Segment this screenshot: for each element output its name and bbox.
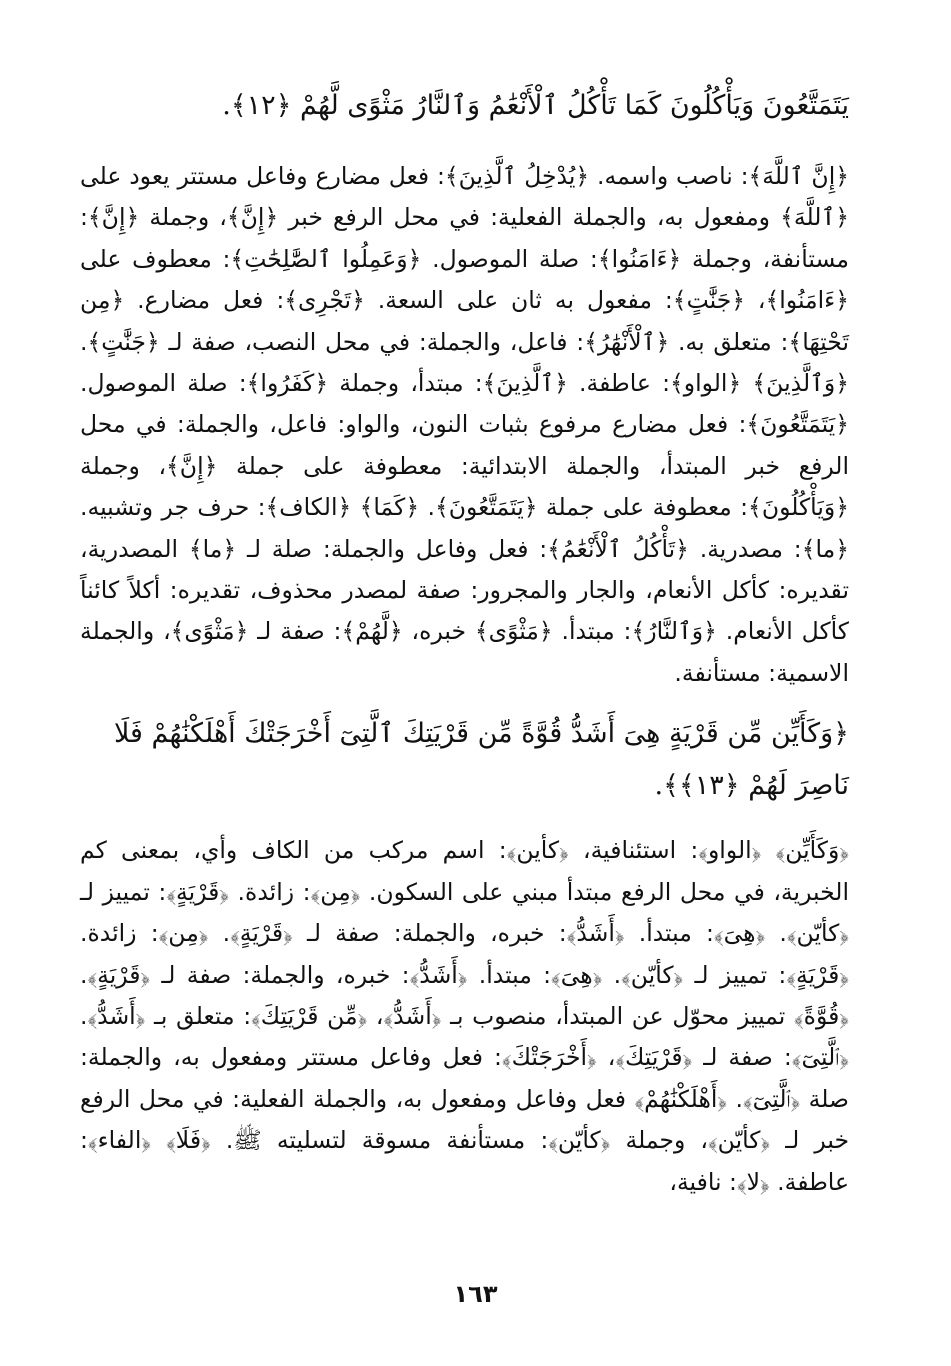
verse-line-13: ﴿وَكَأَيِّن مِّن قَرْيَةٍ هِىَ أَشَدُّ قُوَّةً مِّن قَرْيَتِكَ ٱلَّتِىٓ أَخْرَجَتْكَ أَهْلَكْنَٰهُمْ فَلَا نَاصِرَ لَهُمْ ﴿١٣﴾﴾. [113,718,849,802]
grammar-analysis-paragraph-2: ﴿وَكَأَيِّن﴾ ﴿الواو﴾: استئنافية، ﴿كأين﴾: اسم مركب من الكاف وأي، بمعنى كم الخبرية، في محل الرفع مبتدأ مبني على السكون. ﴿مِن﴾: زائدة. ﴿قَرْيَةٍ﴾: تمييز لـ ﴿كأيّن﴾. ﴿هِىَ﴾: مبتدأ. ﴿أَشَدُّ﴾: خبره، والجملة: صفة لـ ﴿قَرْيَةٍ﴾. ﴿مِن﴾: زائدة. ﴿قَرْيَةٍ﴾: تمييز لـ ﴿كأيّن﴾. ﴿هِىَ﴾: مبتدأ. ﴿أَشَدُّ﴾: خبره، والجملة: صفة لـ ﴿قَرْيَةٍ﴾. ﴿قُوَّةً﴾ تمييز محوّل عن المبتدأ، منصوب بـ ﴿أَشَدُّ﴾، ﴿مِّن قَرْيَتِكَ﴾: متعلق بـ ﴿أَشَدُّ﴾. ﴿ٱلَّتِىٓ﴾: صفة لـ ﴿قَرْيَتِكَ﴾، ﴿أَخْرَجَتْكَ﴾: فعل وفاعل مستتر ومفعول به، والجملة: صلة ﴿ٱلَّتِىٓ﴾. ﴿أَهْلَكْنَٰهُمْ﴾ فعل وفاعل ومفعول به، والجملة الفعلية: في محل الرفع خبر لـ ﴿كأيّن﴾، وجملة ﴿كأيّن﴾: مستأنفة مسوقة لتسليته ﷺ. ﴿فَلَا﴾ ﴿الفاء﴾: عاطفة. ﴿لا﴾: نافية، [80,836,849,1196]
verse-line-12: يَتَمَتَّعُونَ وَيَأْكُلُونَ كَمَا تَأْكُلُ ٱلْأَنْعَٰمُ وَٱلنَّارُ مَثْوًى لَّهُمْ ﴿١٢﴾. [222,90,849,121]
grammar-analysis-paragraph-1: ﴿إِنَّ ٱللَّهَ﴾: ناصب واسمه. ﴿يُدْخِلُ ٱلَّذِينَ﴾: فعل مضارع وفاعل مستتر يعود على ﴿ٱللَّهَ﴾ ومفعول به، والجملة الفعلية: في محل الرفع خبر ﴿إِنَّ﴾، وجملة ﴿إِنَّ﴾: مستأنفة، وجملة ﴿ءَامَنُوا﴾: صلة الموصول. ﴿وَعَمِلُوا ٱلصَّٰلِحَٰتِ﴾: معطوف على ﴿ءَامَنُوا﴾، ﴿جَنَّٰتٍ﴾: مفعول به ثان على السعة. ﴿تَجْرِى﴾: فعل مضارع. ﴿مِن تَحْتِهَا﴾: متعلق به. ﴿ٱلْأَنْهَٰرُ﴾: فاعل، والجملة: في محل النصب، صفة لـ ﴿جَنَّٰتٍ﴾. ﴿وَٱلَّذِينَ﴾ ﴿الواو﴾: عاطفة. ﴿ٱلَّذِينَ﴾: مبتدأ، وجملة ﴿كَفَرُوا﴾: صلة الموصول. ﴿يَتَمَتَّعُونَ﴾: فعل مضارع مرفوع بثبات النون، والواو: فاعل، والجملة: في محل الرفع خبر المبتدأ، والجملة الابتدائية: معطوفة على جملة ﴿إِنَّ﴾، وجملة ﴿وَيَأْكُلُونَ﴾: معطوفة على جملة ﴿يَتَمَتَّعُونَ﴾. ﴿كَمَا﴾ ﴿الكاف﴾: حرف جر وتشبيه. ﴿ما﴾: مصدرية. ﴿تَأْكُلُ ٱلْأَنْعَٰمُ﴾: فعل وفاعل والجملة: صلة لـ ﴿ما﴾ المصدرية، تقديره: كأكل الأنعام، والجار والمجرور: صفة لمصدر محذوف، تقديره: أكلاً كائناً كأكل الأنعام. ﴿وَٱلنَّارُ﴾: مبتدأ. ﴿مَثْوًى﴾ خبره، ﴿لَّهُمْ﴾: صفة لـ ﴿مَثْوًى﴾، والجملة الاسمية: مستأنفة. [80,162,849,687]
page-number: ١٦٣ [453,1280,498,1308]
